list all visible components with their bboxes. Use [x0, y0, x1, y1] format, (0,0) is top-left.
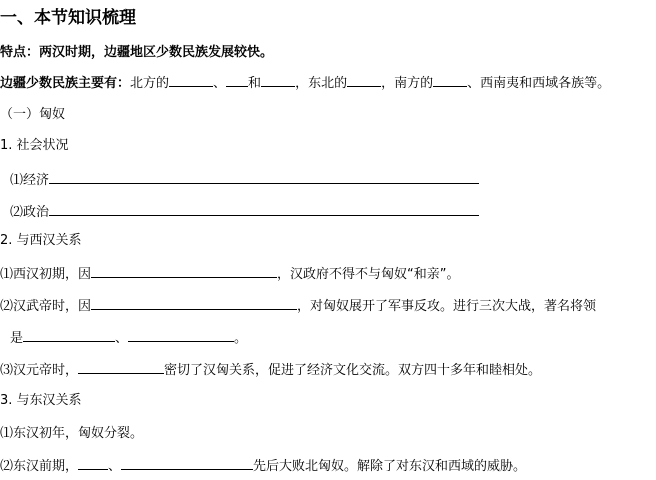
blank-north-1[interactable]: [169, 73, 213, 87]
east-han-item2-sep: 、: [108, 459, 122, 474]
west-han-heading: 2. 与西汉关系: [0, 233, 82, 248]
economy-line: [10, 170, 479, 189]
blank-east-han-2[interactable]: [121, 456, 253, 470]
blank-north-2[interactable]: [226, 73, 248, 87]
blank-politics[interactable]: [49, 202, 479, 216]
blank-northeast[interactable]: [347, 73, 381, 87]
east-han-item2-b: 先后大败北匈奴。解除了对东汉和西域的威胁。: [253, 459, 527, 474]
west-han-item1: [0, 264, 460, 283]
xiongnu-heading: （一）匈奴: [0, 107, 66, 122]
east-han-item2: [0, 456, 526, 475]
west-han-item2-c: 是: [10, 331, 24, 346]
ethnic-p5: 、西南夷和西域各族等。: [467, 76, 611, 91]
east-han-item2-a: ⑵东汉前期，: [0, 459, 79, 474]
feature-label: 特点：: [0, 45, 40, 60]
social-heading: 1. 社会状况: [0, 138, 69, 153]
blank-west-han-1[interactable]: [91, 264, 277, 278]
ethnic-p1: 北方的: [130, 76, 170, 91]
east-han-item1: ⑴东汉初年，匈奴分裂。: [0, 426, 144, 441]
ethnic-p3: ，东北的: [295, 76, 348, 91]
west-han-item3: [0, 360, 541, 379]
blank-north-3[interactable]: [261, 73, 295, 87]
blank-west-han-3[interactable]: [78, 360, 164, 374]
blank-east-han-1[interactable]: [78, 456, 108, 470]
ethnic-sep1: 、: [213, 76, 227, 91]
west-han-item2: [0, 296, 596, 315]
west-han-item3-b: 密切了汉匈关系，促进了经济文化交流。双方四十多年和睦相处。: [164, 363, 542, 378]
economy-label: ⑴经济: [10, 173, 50, 188]
east-han-heading: 3. 与东汉关系: [0, 393, 82, 408]
ethnic-label: 边疆少数民族主要有：: [0, 76, 131, 91]
blank-west-han-2[interactable]: [91, 296, 297, 310]
ethnic-line: [0, 73, 610, 92]
blank-general-2[interactable]: [128, 328, 234, 342]
west-han-item3-a: ⑶汉元帝时，: [0, 363, 79, 378]
west-han-item1-b: ，汉政府不得不与匈奴“和亲”。: [277, 267, 460, 282]
west-han-item1-a: ⑴西汉初期，因: [0, 267, 92, 282]
ethnic-p4: ，南方的: [381, 76, 434, 91]
west-han-item2-sep: 、: [115, 331, 129, 346]
politics-line: [10, 202, 479, 221]
west-han-item2-end: 。: [234, 331, 248, 346]
feature-text: 两汉时期，边疆地区少数民族发展较快。: [39, 45, 274, 60]
west-han-item2-generals: [10, 328, 247, 347]
ethnic-p2: 和: [248, 76, 262, 91]
blank-south[interactable]: [433, 73, 467, 87]
blank-economy[interactable]: [49, 170, 479, 184]
politics-label: ⑵政治: [10, 205, 50, 220]
west-han-item2-a: ⑵汉武帝时，因: [0, 299, 92, 314]
blank-general-1[interactable]: [23, 328, 115, 342]
section-title: 一、本节知识梳理: [0, 8, 136, 28]
west-han-item2-b: ，对匈奴展开了军事反攻。进行三次大战，著名将领: [297, 299, 597, 314]
feature-line: [0, 45, 273, 61]
